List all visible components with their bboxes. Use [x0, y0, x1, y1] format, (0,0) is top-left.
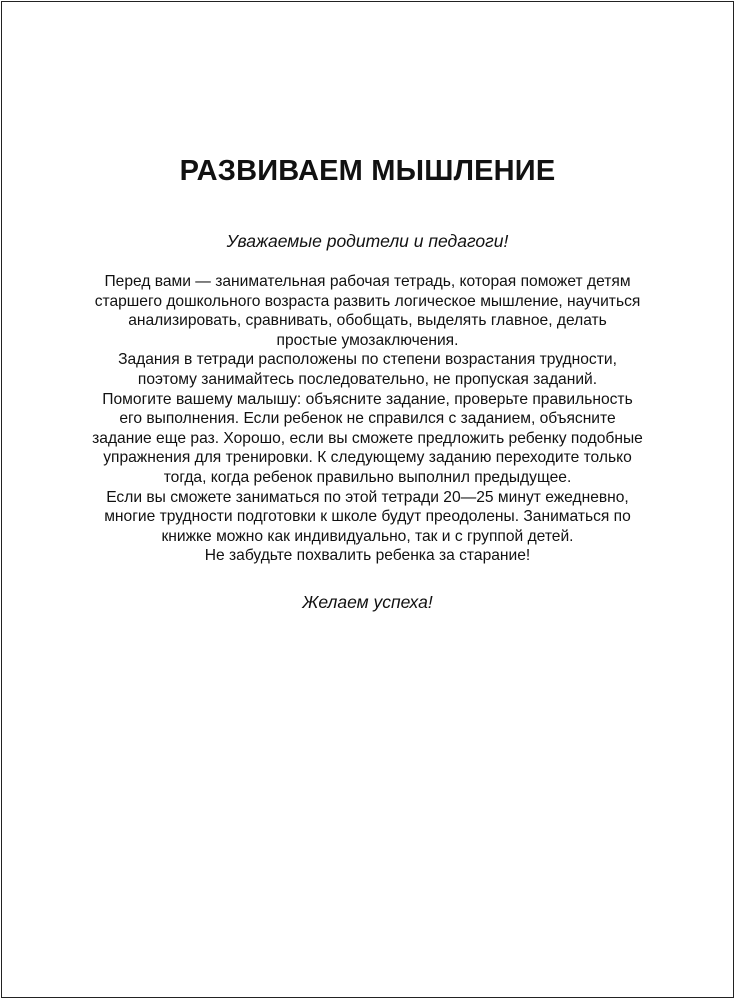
body-line: многие трудности подготовки к школе будут преодолены. Заниматься по: [104, 508, 631, 526]
body-text: [42, 272, 693, 566]
body-line: тогда, когда ребенок правильно выполнил предыдущее.: [163, 468, 572, 486]
body-line: Если вы сможете заниматься по этой тетради 20—25 минут ежедневно,: [106, 488, 629, 506]
body-line: поэтому занимайтесь последовательно, не пропуская заданий.: [137, 370, 598, 388]
body-line: книжке можно как индивидуально, так и с группой детей.: [161, 527, 574, 545]
body-line: Перед вами — занимательная рабочая тетрадь, которая поможет детям: [104, 273, 631, 290]
body-line: его выполнения. Если ребенок не справился с заданием, объясните: [119, 410, 616, 428]
body-line: анализировать, сравнивать, обобщать, выделять главное, делать: [128, 312, 607, 330]
body-line: Помогите вашему малышу: объясните задание, проверьте правильность: [102, 390, 633, 408]
body-line: Не забудьте похвалить ребенка за старание!: [204, 547, 531, 565]
body-line: Задания в тетради расположены по степени возрастания трудности,: [118, 351, 617, 369]
greeting: Уважаемые родители и педагоги!: [226, 231, 509, 251]
body-line: старшего дошкольного возраста развить логическое мышление, научиться: [94, 292, 641, 310]
closing-wish: Желаем успеха!: [302, 592, 433, 612]
page-title: РАЗВИВАЕМ МЫШЛЕНИЕ: [179, 155, 556, 187]
body-line: задание еще раз. Хорошо, если вы сможете предложить ребенку подобные: [92, 429, 643, 447]
document-page: [1, 1, 734, 998]
body-line: упражнения для тренировки. К следующему заданию переходите только: [103, 449, 632, 467]
body-line: простые умозаключения.: [276, 331, 459, 349]
